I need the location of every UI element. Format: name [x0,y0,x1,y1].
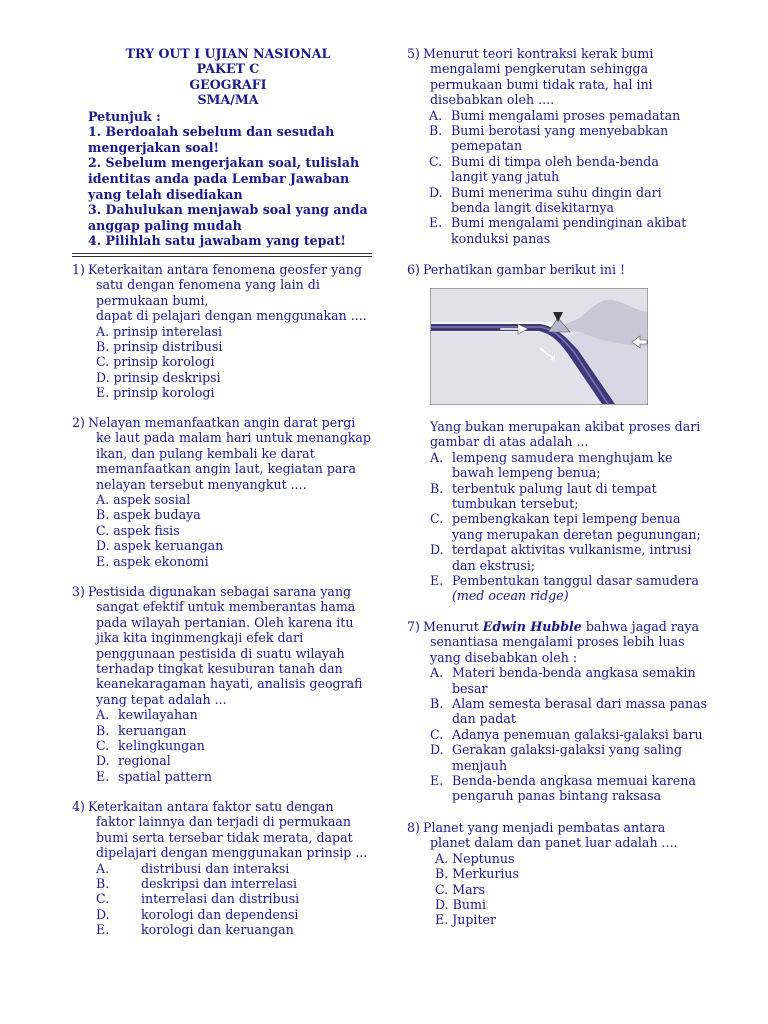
option-text-italic: (med ocean ridge) [452,588,569,604]
question-4 [72,799,372,938]
option-text: Bumi mengalami proses pemadatan [451,107,681,123]
question-3 [72,584,372,784]
option-letter: A. [96,707,110,723]
option-text [452,573,699,604]
question-stem-line: keanekaragaman hayati, analisis geografi [96,676,363,692]
question-6 [407,262,727,277]
question-stem-line: senantiasa mengalami proses lebih luas [430,634,685,650]
option-letter: E. [430,773,444,789]
option-letter: D. [429,184,443,200]
option-letter: A. [429,107,443,123]
option-letter: D. [430,742,444,758]
question-stem-line: faktor lainnya dan terjadi di permukaan [96,814,352,830]
question-8 [407,820,727,928]
option-text: kelingkungan [118,738,205,754]
question-number: 8) [407,820,420,835]
answer-option[interactable] [430,511,706,542]
question-stem-line: dipelajari dengan menggunakan prinsip ... [96,845,368,861]
instructions [88,109,368,249]
subduction-diagram [430,288,648,405]
question-stem-line: memanfaatkan angin laut, kegiatan para [96,461,356,477]
answer-option[interactable] [430,450,706,481]
answer-option[interactable]: B. Merkurius [435,866,519,882]
header-divider [72,256,372,257]
answer-option[interactable] [430,573,706,604]
option-text: korologi dan keruangan [141,922,294,938]
option-text: lempeng samudera menghujam ke bawah lempeng benua; [452,449,673,481]
question-number: 7) [407,619,420,634]
option-letter: A. [430,449,444,465]
question-stem-line: Yang bukan merupakan akibat proses dari [430,419,701,434]
question-stem-line: Keterkaitan antara fenomena geosfer yang [88,262,362,277]
question-number: 5) [407,46,420,61]
question-stem-line: Nelayan memanfaatkan angin darat pergi [88,415,356,430]
answer-option[interactable]: A. prinsip interelasi [96,323,223,339]
question-stem-line: Keterkaitan antara faktor satu dengan [88,799,334,814]
option-text: terdapat aktivitas vulkanisme, intrusi dan ekstrusi; [452,542,692,573]
question-stem-line: permukaan bumi, [96,292,209,308]
answer-option[interactable]: D. Bumi [435,897,486,913]
question-stem-line: Perhatikan gambar berikut ini ! [423,262,626,277]
question-stem-text: bahwa jagad raya [581,619,699,634]
question-2 [72,415,372,569]
answer-option[interactable] [429,108,697,123]
option-text: interrelasi dan distribusi [141,891,300,907]
answer-option[interactable] [429,154,697,185]
answer-option[interactable] [96,876,372,891]
option-text: distribusi dan interaksi [141,860,290,876]
exam-level: SMA/MA [197,92,259,108]
option-letter: E. [430,573,444,589]
question-stem-line: bumi serta tersebar tidak merata, dapat [96,829,353,845]
question-number: 2) [72,415,85,430]
option-letter: B. [429,123,443,139]
answer-option[interactable] [430,481,706,512]
question-stem-line: Pestisida digunakan sebagai sarana yang [88,584,352,599]
answer-option[interactable]: C. prinsip korologi [96,354,215,370]
question-stem-line: jika kita inginmengkaji efek dari [96,630,304,646]
question-stem-text: Menurut [423,619,483,634]
option-letter: D. [96,753,110,769]
question-stem-line: satu dengan fenomena yang lain di [96,277,320,293]
option-text: regional [118,753,171,769]
option-text: Bumi mengalami pendinginan akibat konduksi panas [451,215,687,246]
option-text: Adanya penemuan galaksi-galaksi baru [452,726,703,742]
answer-option[interactable] [96,723,372,738]
option-letter: D. [430,542,444,558]
scientist-name: Edwin Hubble [482,619,582,634]
option-text: Materi benda-benda angkasa semakin besar [452,665,696,696]
option-letter: B. [430,696,444,712]
answer-option[interactable] [430,742,710,773]
answer-option[interactable]: A. Neptunus [435,850,515,866]
exam-header [88,46,368,249]
option-text-main: Pembentukan tanggul dasar samudera [452,573,699,589]
header-divider [72,253,372,254]
answer-option[interactable]: D. prinsip deskripsi [96,369,221,385]
answer-option[interactable] [96,753,372,768]
question-stem-line: Planet yang menjadi pembatas antara [423,820,666,835]
option-letter: A. [96,860,110,876]
instruction-line: anggap paling mudah [88,217,242,233]
answer-option[interactable]: D. aspek keruangan [96,538,224,554]
option-letter: B. [96,876,110,892]
question-stem-line: yang disebabkan oleh : [430,649,578,665]
question-stem-line: terhadap tingkat kesuburan tanah dan [96,661,343,677]
option-letter: C. [429,153,443,169]
option-text: spatial pattern [118,768,212,784]
option-letter: E. [96,768,110,784]
answer-option[interactable]: A. aspek sosial [96,492,191,508]
question-stem-line: ke laut pada malam hari untuk menangkap [96,430,371,446]
question-stem-line: gambar di atas adalah ... [430,434,589,450]
option-letter: B. [96,722,110,738]
option-text: terbentuk palung laut di tempat tumbukan tersebut; [452,480,657,512]
option-text: Bumi di timpa oleh benda-benda langit yang jatuh [451,153,659,185]
answer-option[interactable] [430,727,710,742]
question-5 [407,46,727,246]
answer-option[interactable] [430,696,710,727]
instruction-line: 4. Pilihlah satu jawabam yang tepat! [88,233,346,249]
option-text: korologi dan dependensi [141,906,299,922]
question-stem-line: pada wilayah pertanian. Oleh karena itu [96,614,354,630]
option-text: Bumi berotasi yang menyebabkan pemepatan [451,123,669,154]
option-letter: E. [96,922,110,938]
question-stem-line: dapat di pelajari dengan menggunakan .... [96,308,367,324]
instructions-heading: Petunjuk : [88,108,161,124]
exam-title-line: TRY OUT I UJIAN NASIONAL [125,46,331,61]
option-text: kewilayahan [118,707,198,723]
answer-option[interactable]: E. prinsip korologi [96,385,215,401]
question-stem-line: Menurut teori kontraksi kerak bumi [423,46,654,61]
answer-option[interactable] [430,773,710,804]
option-letter: C. [96,891,110,907]
answer-option[interactable] [96,861,372,876]
question-number: 1) [72,262,85,277]
option-letter: A. [430,665,444,681]
option-text: Bumi menerima suhu dingin dari benda langit disekitarnya [451,184,662,216]
answer-option[interactable]: C. Mars [435,881,486,897]
option-letter: C. [430,511,444,527]
instruction-line: 3. Dahulukan menjawab soal yang anda [88,202,368,218]
answer-option[interactable] [430,665,710,696]
instruction-line: 1. Berdoalah sebelum dan sesudah [88,124,335,140]
answer-option[interactable]: B. prinsip distribusi [96,339,223,355]
answer-option[interactable]: B. aspek budaya [96,507,201,523]
answer-option[interactable] [96,769,372,784]
answer-option[interactable] [96,707,372,722]
option-letter: D. [96,906,110,922]
option-text: pembengkakan tepi lempeng benua yang merupakan deretan pegunungan; [452,511,701,542]
answer-option[interactable] [429,185,697,216]
option-letter: C. [430,726,444,742]
question-7 [407,619,727,804]
answer-option[interactable] [96,738,372,753]
instruction-line: identitas anda pada Lembar Jawaban [88,171,350,186]
question-stem-line: nelayan tersebut menyangkut .... [96,476,307,492]
question-number: 4) [72,799,85,814]
option-text: Benda-benda angkasa memuai karena pengaruh panas bintang raksasa [452,773,696,804]
answer-option[interactable]: C. aspek fisis [96,522,180,538]
exam-package: PAKET C [196,61,260,77]
answer-option[interactable] [96,922,372,937]
question-stem-line: mengalami pengkerutan sehingga [430,61,648,77]
exam-subject: GEOGRAFI [189,76,267,92]
option-text: Alam semesta berasal dari massa panas dan padat [452,696,708,727]
answer-option[interactable] [429,215,697,246]
question-stem-line: ikan, dan pulang kembali ke darat [96,445,315,461]
answer-option[interactable] [96,907,372,922]
option-text: Gerakan galaksi-galaksi yang saling menjauh [452,742,683,773]
question-6-followup [430,419,730,604]
answer-option[interactable] [96,891,372,906]
option-letter: B. [430,480,444,496]
question-stem-line: yang tepat adalah ... [96,691,227,707]
question-stem-line: penggunaan pestisida di suatu wilayah [96,645,345,661]
answer-option[interactable]: E. aspek ekonomi [96,553,209,569]
option-text: keruangan [118,722,187,738]
instruction-line: mengerjakan soal! [88,139,220,155]
question-1 [72,262,372,401]
question-number: 6) [407,262,420,277]
question-number: 3) [72,584,85,599]
question-stem-line: permukaan bumi tidak rata, hal ini [430,76,653,92]
question-stem-line: planet dalam dan panet luar adalah .... [430,835,678,851]
option-letter: C. [96,738,110,754]
answer-option[interactable]: E. Jupiter [435,912,496,928]
option-letter: E. [429,215,443,231]
question-stem-line: sangat efektif untuk memberantas hama [96,599,356,615]
question-stem-line: disebabkan oleh .... [430,92,555,108]
answer-option[interactable] [429,123,697,154]
option-text: deskripsi dan interrelasi [141,876,298,892]
instruction-line: 2. Sebelum mengerjakan soal, tulislah [88,155,360,171]
instruction-line: yang telah disediakan [88,186,243,202]
answer-option[interactable] [430,542,706,573]
